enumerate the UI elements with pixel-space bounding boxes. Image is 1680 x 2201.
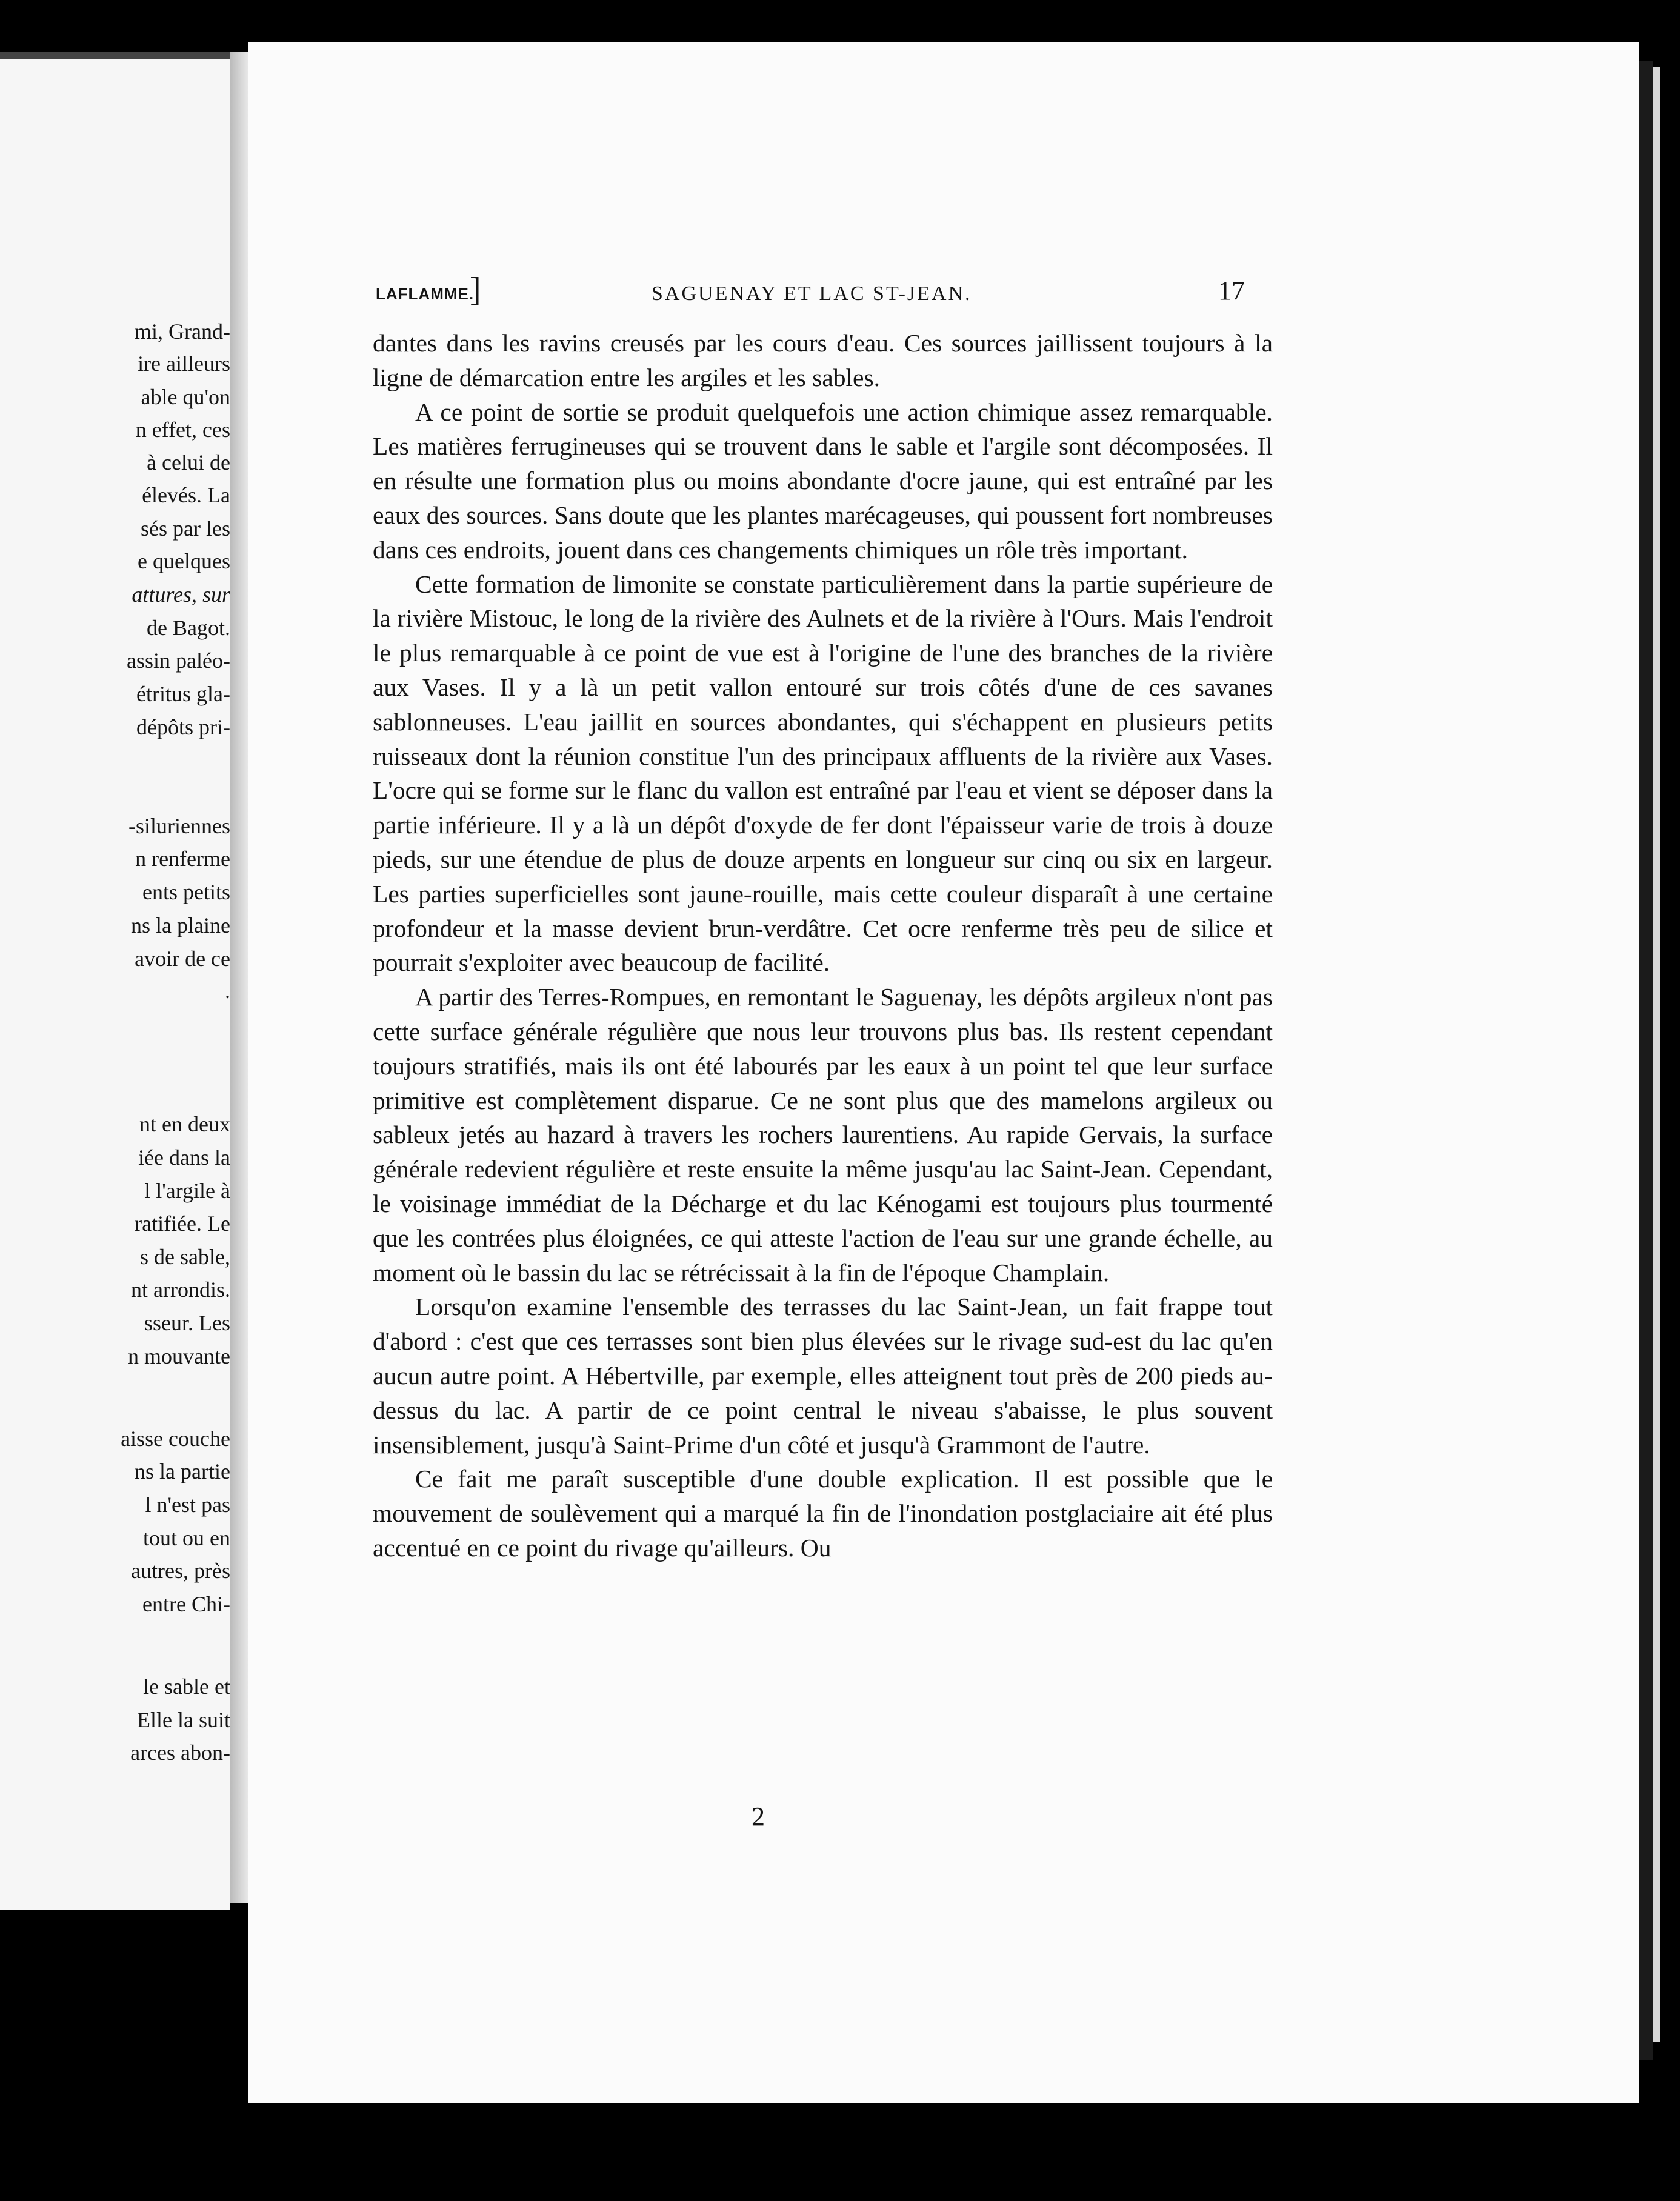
facing-page-line: n effet, ces: [135, 418, 230, 442]
facing-page-line: entre Chi-: [142, 1592, 230, 1616]
paragraph: Cette formation de limonite se constate particulièrement dans la partie supérieure de la rivière Mistouc, le long de la rivière des Aulnets et de la rivière à l'Ours. Mais l'endroit le plus remarquable à ce point de vue est à l'origine de l'une des branches de la rivière aux Vases. Il y a là un petit vallon entouré sur trois côtés d'une de ces savanes sablonneuses. L'eau jaillit en sources abondantes, qui s'échappent en plusieurs petits ruisseaux dont la réunion constitue l'un des principaux affluents de la rivière aux Vases. L'ocre qui se forme sur le flanc du vallon est entraîné par l'eau et vient se déposer dans la partie inférieure. Il y a là un dépôt d'oxyde de fer dont l'épaisseur varie de trois à douze pieds, sur une étendue de plus de douze arpents en longueur sur cinq ou six en largeur. Les parties superficielles sont jaune-rouille, mais cette couleur disparaît à une certaine profondeur et la masse devient brun-verdâtre. Cet ocre renferme très peu de silice et pourrait s'exploiter avec beaucoup de facilité.: [373, 570, 1273, 977]
facing-page-line: ns la partie: [135, 1459, 230, 1483]
facing-page-line: e quelques: [138, 549, 230, 573]
paragraph: A ce point de sortie se produit quelquefois une action chimique assez remarquable. Les matières ferrugineuses qui se trouvent dans le sable et l'argile sont décomposées. Il en résulte une formation plus ou moins abondante d'ocre jaune, qui est entraîné par les eaux des sources. Sans doute que les plantes marécageuses, qui poussent fort nombreuses dans ces endroits, jouent dans ces changements chimiques un rôle très important.: [373, 398, 1273, 564]
facing-page-line: ns la plaine: [131, 913, 230, 937]
facing-page-line: s de sable,: [140, 1245, 230, 1269]
facing-page-line: able qu'on: [141, 385, 230, 409]
facing-page-line: .: [225, 979, 230, 1003]
paragraph: A partir des Terres-Rompues, en remontant le Saguenay, les dépôts argileux n'ont pas cette surface générale régulière que nous leur trouvons plus bas. Ils restent cependant toujours stratifiés, mais ils ont été labourés par les eaux à un point tel que leur surface primitive est complètement disparue. Ce ne sont plus que des mamelons argileux ou sableux jetés au hazard à travers les rochers laurentiens. Au rapide Gervais, la surface générale redevient régulière et reste ensuite la même jusqu'au lac Saint-Jean. Cependant, le voisinage immédiat de la Décharge et du lac Kénogami est toujours plus tourmenté que les contrées plus éloignées, ce qui atteste l'action de l'eau sur une grande échelle, au moment où le bassin du lac se rétrécissait à la fin de l'époque Champlain.: [373, 983, 1273, 1287]
facing-page-line: sseur. Les: [144, 1311, 230, 1335]
page-shadow: [1639, 61, 1653, 2060]
facing-page: [0, 52, 230, 1910]
facing-page-line: arces abon-: [130, 1740, 230, 1765]
facing-page-line: étritus gla-: [136, 682, 230, 706]
facing-page-line: tout ou en: [143, 1526, 230, 1550]
facing-page-line: nt en deux: [139, 1112, 230, 1136]
facing-page-line: élevés. La: [142, 483, 230, 507]
facing-page-line: -siluriennes: [128, 814, 230, 838]
facing-page-line: autres, près: [131, 1559, 230, 1583]
facing-page-line: assin paléo-: [127, 648, 230, 673]
signature-mark: 2: [752, 1802, 765, 1831]
facing-page-line: ents petits: [142, 880, 230, 904]
facing-page-line: ratifiée. Le: [135, 1211, 230, 1236]
facing-page-line: à celui de: [147, 450, 230, 474]
book-gutter: [230, 52, 248, 1903]
facing-page-line: l n'est pas: [145, 1493, 230, 1517]
running-head-author: LAFLAMME.: [376, 285, 475, 303]
facing-page-line: attures, sur: [132, 582, 230, 607]
facing-page-line: aisse couche: [121, 1427, 230, 1451]
facing-page-line: de Bagot.: [147, 616, 230, 640]
book-page: [248, 42, 1639, 2103]
paragraph: dantes dans les ravins creusés par les cours d'eau. Ces sources jaillissent toujours à la ligne de démarcation entre les argiles et les sables.: [373, 329, 1273, 391]
facing-page-line: Elle la suit: [137, 1708, 230, 1732]
page-edge: [1653, 67, 1660, 2042]
facing-page-line: le sable et: [143, 1674, 230, 1699]
running-head-bracket: ]: [470, 271, 481, 308]
facing-page-line: sés par les: [141, 516, 230, 541]
facing-page-line: nt arrondis.: [131, 1277, 230, 1302]
facing-page-line: dépôts pri-: [136, 715, 230, 739]
facing-page-line: n renferme: [135, 847, 230, 871]
facing-page-line: mi, Grand-: [135, 319, 230, 344]
facing-page-line: avoir de ce: [135, 947, 230, 971]
body-text: [373, 326, 1273, 1565]
running-head-title: SAGUENAY ET LAC ST-JEAN.: [652, 282, 972, 305]
facing-page-line: n mouvante: [128, 1344, 230, 1368]
facing-page-line: l l'argile à: [144, 1179, 230, 1203]
paragraph: Lorsqu'on examine l'ensemble des terrasses du lac Saint-Jean, un fait frappe tout d'abord : c'est que ces terrasses sont bien plus élevées sur le rivage sud-est du lac qu'en aucun autre point. A Hébertville, par exemple, elles atteignent tout près de 200 pieds au-dessus du lac. A partir de ce point central le niveau s'abaisse, le plus souvent insensiblement, jusqu'à Saint-Prime d'un côté et jusqu'à Grammont de l'autre.: [373, 1293, 1273, 1459]
facing-page-line: iée dans la: [138, 1145, 230, 1170]
paragraph: Ce fait me paraît susceptible d'une double explication. Il est possible que le mouvement de soulèvement qui a marqué la fin de l'inondation postglaciaire ait été plus accentué en ce point du rivage qu'ailleurs. Ou: [373, 1465, 1273, 1562]
page-number: 17: [1218, 276, 1245, 305]
facing-page-line: ire ailleurs: [138, 351, 230, 376]
